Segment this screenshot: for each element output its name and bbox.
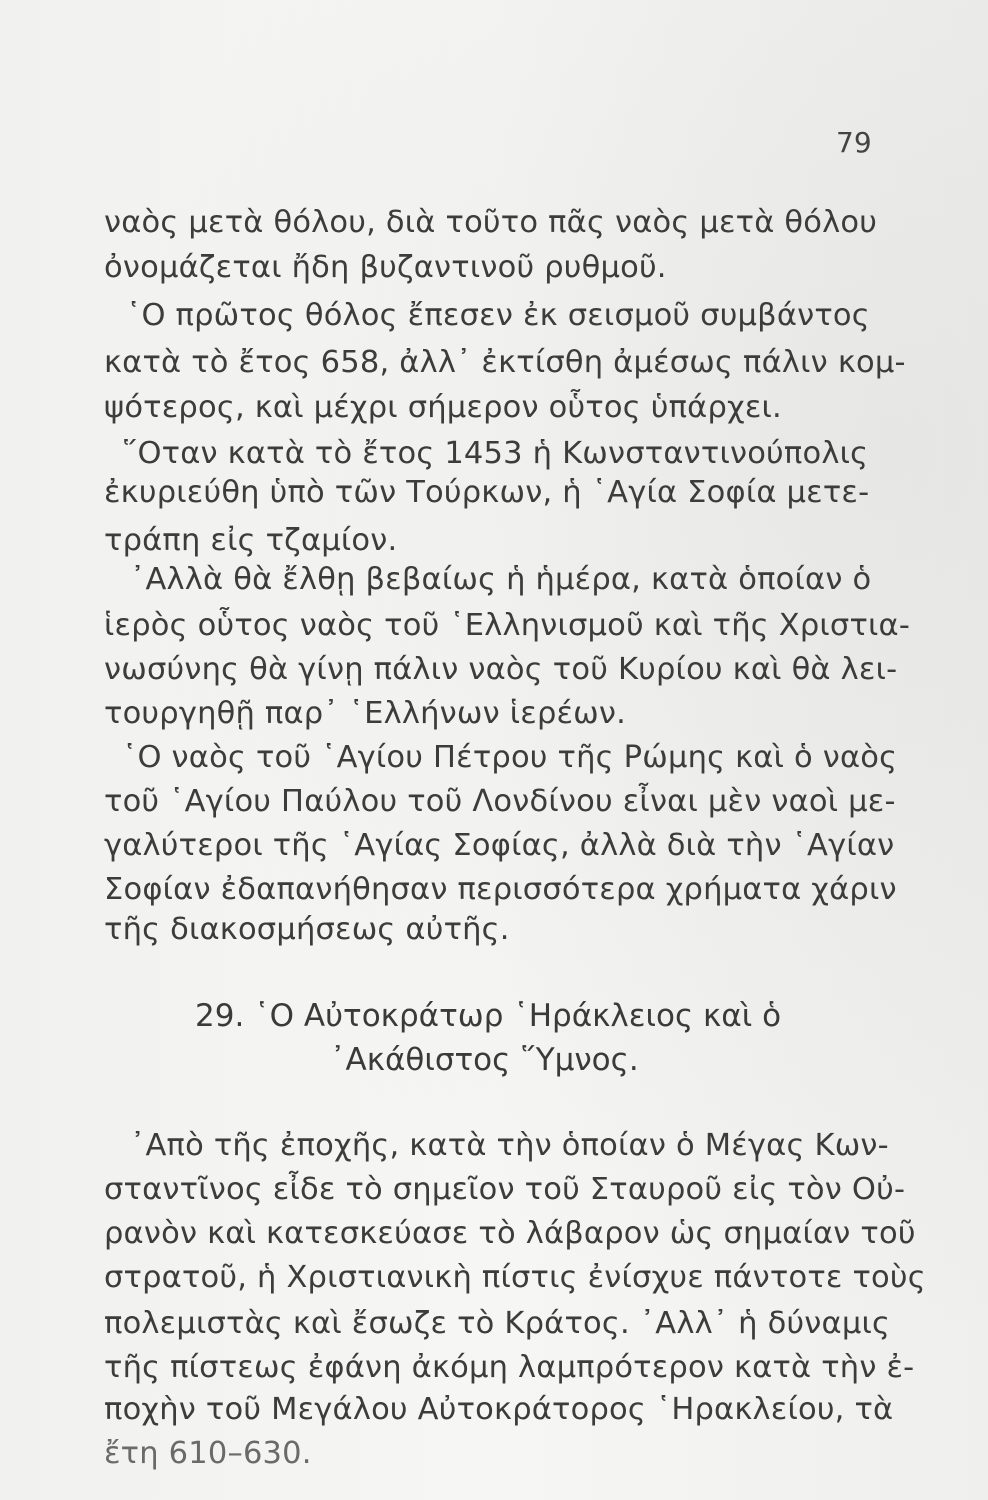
- text-line: ψότερος, καὶ μέχρι σήμερον οὗτος ὑπάρχει.: [104, 390, 782, 425]
- text-line: πολεμιστὰς καὶ ἔσωζε τὸ Κράτος. ᾿Αλλ᾿ ἡ δύναμις: [104, 1306, 891, 1341]
- text-line: ναὸς μετὰ θόλου, διὰ τοῦτο πᾶς ναὸς μετὰ θόλου: [104, 205, 878, 240]
- text-line: γαλύτεροι τῆς ῾Αγίας Σοφίας, ἀλλὰ διὰ τὴν ῾Αγίαν: [104, 828, 895, 863]
- text-line: ποχὴν τοῦ Μεγάλου Αὐτοκράτορος ῾Ηρακλείου, τὰ: [104, 1392, 894, 1427]
- text-line: κατὰ τὸ ἔτος 658, ἀλλ᾿ ἐκτίσθη ἀμέσως πάλιν κομ-: [104, 345, 906, 380]
- text-line: Σοφίαν ἐδαπανήθησαν περισσότερα χρήματα χάριν: [104, 872, 897, 907]
- text-line: τουργηθῇ παρ᾿ ῾Ελλήνων ἱερέων.: [104, 696, 627, 731]
- text-line: ῾Ο ναὸς τοῦ ῾Αγίου Πέτρου τῆς Ρώμης καὶ ὁ ναὸς: [122, 740, 898, 775]
- page-number: 79: [836, 126, 872, 159]
- text-line: ἱερὸς οὗτος ναὸς τοῦ ῾Ελληνισμοῦ καὶ τῆς Χριστια-: [104, 608, 911, 643]
- section-heading-line1: 29. ῾Ο Αὐτοκράτωρ ῾Ηράκλειος καὶ ὁ: [195, 998, 782, 1034]
- text-line: σταντῖνος εἶδε τὸ σημεῖον τοῦ Σταυροῦ εἰς τὸν Οὐ-: [104, 1172, 906, 1207]
- text-line: ἐκυριεύθη ὑπὸ τῶν Τούρκων, ἡ ῾Αγία Σοφία μετε-: [104, 475, 870, 510]
- text-line: τῆς πίστεως ἐφάνη ἀκόμη λαμπρότερον κατὰ τὴν ἐ-: [104, 1350, 915, 1385]
- text-line: ῞Οταν κατὰ τὸ ἔτος 1453 ἡ Κωνσταντινούπολις: [122, 436, 869, 471]
- text-line: στρατοῦ, ἡ Χριστιανικὴ πίστις ἐνίσχυε πάντοτε τοὺς: [104, 1260, 926, 1295]
- text-line: τῆς διακοσμήσεως αὐτῆς.: [104, 912, 510, 947]
- section-heading-line2: ᾿Ακάθιστος ῞Υμνος.: [330, 1042, 639, 1078]
- text-line: ᾿Αλλὰ θὰ ἔλθῃ βεβαίως ἡ ἡμέρα, κατὰ ὁποίαν ὁ: [130, 562, 872, 597]
- text-line: νωσύνης θὰ γίνῃ πάλιν ναὸς τοῦ Κυρίου καὶ θὰ λει-: [104, 652, 898, 687]
- text-line: ὀνομάζεται ἤδη βυζαντινοῦ ρυθμοῦ.: [104, 250, 667, 285]
- text-line: ᾿Απὸ τῆς ἐποχῆς, κατὰ τὴν ὁποίαν ὁ Μέγας Κων-: [130, 1128, 889, 1163]
- text-line: ἔτη 610–630.: [104, 1436, 312, 1471]
- text-line: ρανὸν καὶ κατεσκεύασε τὸ λάβαρον ὡς σημαίαν τοῦ: [104, 1216, 916, 1251]
- text-line: τράπη εἰς τζαμίον.: [104, 523, 398, 558]
- text-line: τοῦ ῾Αγίου Παύλου τοῦ Λονδίνου εἶναι μὲν ναοὶ με-: [104, 784, 896, 819]
- text-line: ῾Ο πρῶτος θόλος ἔπεσεν ἐκ σεισμοῦ συμβάντος: [126, 298, 870, 333]
